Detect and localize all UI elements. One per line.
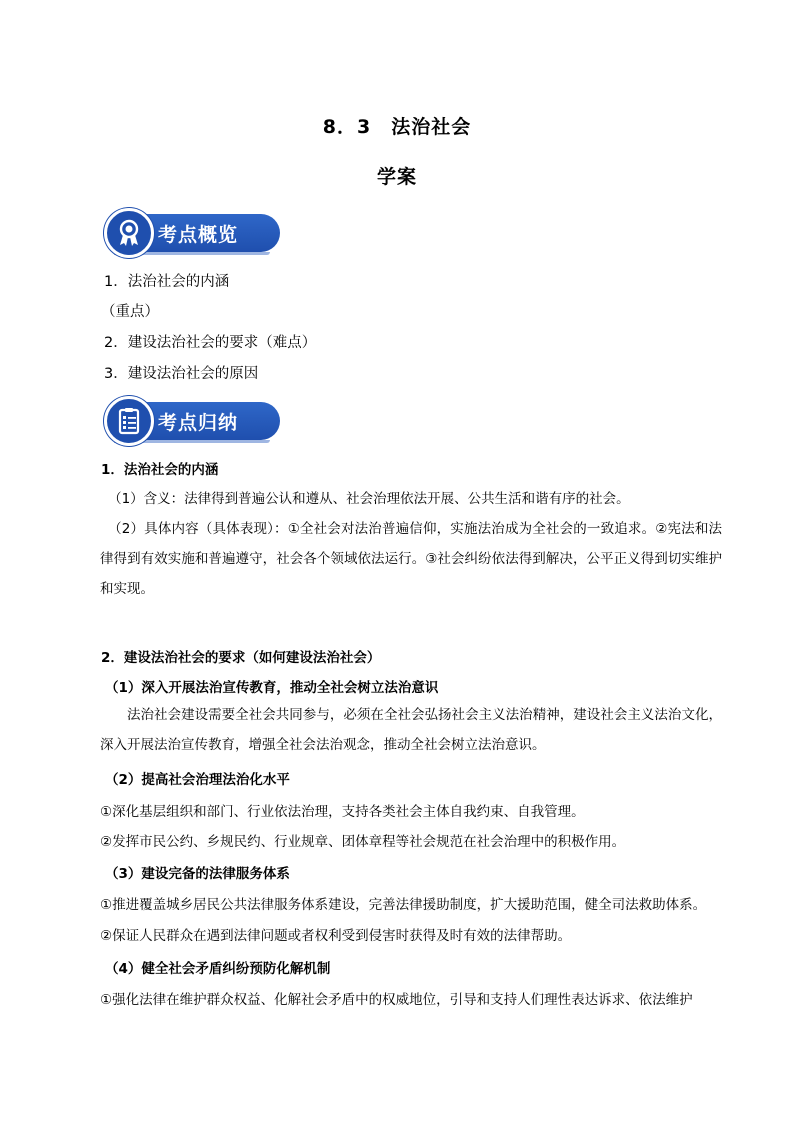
clipboard-checklist-icon: [104, 396, 154, 446]
section2-sub3-item2: ②保证人民群众在遇到法律问题或者权利受到侵害时获得及时有效的法律帮助。: [100, 928, 572, 944]
section2-heading: 2．建设法治社会的要求（如何建设法治社会）: [101, 650, 381, 666]
section2-sub2-item2: ②发挥市民公约、乡规民约、行业规章、团体章程等社会规范在社会治理中的积极作用。: [100, 834, 626, 850]
section2-sub2-item1: ①深化基层组织和部门、行业依法治理，支持各类社会主体自我约束、自我管理。: [100, 804, 585, 820]
summary-banner: [104, 394, 282, 442]
section2-sub3-item1: ①推进覆盖城乡居民公共法律服务体系建设，完善法律援助制度，扩大援助范围，健全司法救助体系。: [100, 897, 707, 913]
overview-banner: [104, 206, 282, 254]
section1-body: [100, 484, 722, 604]
award-ribbon-icon: [104, 208, 154, 258]
section2-sub4-heading: （4）健全社会矛盾纠纷预防化解机制: [105, 961, 331, 977]
overview-item-2: 2．建设法治社会的要求（难点）: [104, 335, 317, 351]
section2-sub1-body: [100, 700, 722, 760]
overview-item-1-note: （重点）: [101, 304, 159, 320]
summary-banner-label: 考点归纳: [158, 412, 239, 434]
section2-sub4-item1: ①强化法律在维护群众权益、化解社会矛盾中的权威地位，引导和支持人们理性表达诉求、依法维护: [100, 992, 693, 1008]
section2-sub3-heading: （3）建设完备的法律服务体系: [105, 866, 290, 882]
page-title: 8．3 法治社会: [322, 116, 472, 138]
page-subtitle: 学案: [376, 166, 417, 188]
section2-sub2-heading: （2）提高社会治理法治化水平: [105, 772, 290, 788]
section2-sub1-paragraph: 法治社会建设需要全社会共同参与，必须在全社会弘扬社会主义法治精神，建设社会主义法治文化，深入开展法治宣传教育，增强全社会法治观念，推动全社会树立法治意识。: [100, 707, 722, 753]
section1-heading: 1．法治社会的内涵: [101, 462, 219, 478]
section2-sub1-heading: （1）深入开展法治宣传教育，推动全社会树立法治意识: [105, 680, 439, 696]
section1-content: （2）具体内容（具体表现）：①全社会对法治普遍信仰，实施法治成为全社会的一致追求。②宪法和法律得到有效实施和普遍遵守，社会各个领域依法运行。③社会纠纷依法得到解决，公平正义得到切实维护和实现。: [100, 521, 722, 597]
overview-item-1: 1．法治社会的内涵: [104, 274, 230, 290]
overview-banner-label: 考点概览: [158, 224, 239, 246]
section1-definition: （1）含义：法律得到普遍公认和遵从、社会治理依法开展、公共生活和谐有序的社会。: [108, 491, 630, 507]
overview-item-3: 3．建设法治社会的原因: [104, 366, 259, 382]
